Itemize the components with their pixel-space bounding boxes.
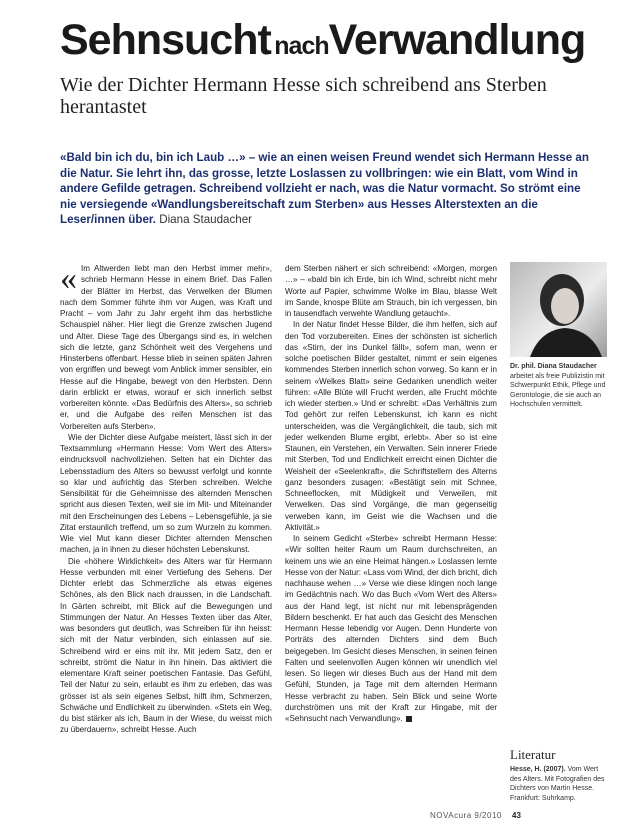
author-caption xyxy=(510,362,607,410)
body-paragraph: dem Sterben nähert er sich schreibend: «Morgen, morgen …» – «bald bin ich Erde, bin ich Wind, schreibt nicht mehr Worte auf Papier, schwimme Wolke im Blau, blasse Welt im Sande, knospe Blüte am Strauch, bin ich vergessen, bin in tausendfach verwehte Wandlung getaucht». xyxy=(285,264,497,318)
lead-paragraph xyxy=(60,150,600,228)
body-paragraph-text: In seinem Gedicht «Sterbe» schreibt Hermann Hesse: «Wir sollten heiter Raum um Raum durchschreiten, an keinem uns wie an eine Heimat hängen.» Loslassen lernte Hesse von der Natur: «Lass vom Wind, der dich bricht, dich nachhause wehen …» Verse wie diese klingen noch lange im Gedächtnis nach. Wo das Buch «Vom Wert des Alters» aus der Hand legt, ist nicht nur mit lebensprägenden Bildern beschenkt. Er hat auch das Gesicht des Menschen Hermann Hesse lebendig vor Augen. Denn Hunderte von Porträts des alternden Dichters sind dem Buch beigegeben. Im Gesicht dieses Menschen, in seinen feinen Falten und seelenvollen Augen können wir unendlich viel lesen. So liegen wir dieses Buch aus der Hand mit dem Gefühl, Stunden, ja Tage mit dem alternden Hermann Hesse verbracht zu haben. Sein Blick und seine Worte durchströmen uns mit der Kraft zur Hingabe, mit der «Sehnsucht nach Verwandlung». xyxy=(285,534,497,723)
body-column-1 xyxy=(60,260,272,736)
footer-magazine xyxy=(430,811,502,820)
literature-heading: Literatur xyxy=(510,747,556,762)
article-subtitle: Wie der Dichter Hermann Hesse sich schreibend ans Sterben herantastet xyxy=(60,74,547,118)
magazine-issue: 9/2010 xyxy=(474,811,502,820)
literature-author: Hesse, H. (2007). xyxy=(510,766,566,773)
end-mark-icon xyxy=(406,716,412,722)
lead-text: «Bald bin ich du, bin ich Laub …» – wie an einen weisen Freund wendet sich Hermann Hesse an die Natur. Sie lehrt ihn, das grosse, letzte Loslassen zu vollbringen: wie ein Blatt, vom Wind in andere Gefilde getragen. Schreibend vollzieht er nach, was die Natur vormacht. So strömt eine nie versiegende «Wandlungsbereitschaft zum Sterben» aus Hesses Alterstexten an die Leser/innen über. xyxy=(60,151,589,227)
author-photo xyxy=(510,262,607,357)
body-column-2 xyxy=(285,263,497,724)
literature-title: Vom Wert des Alters. Mit Fotografien des Dichters von Martin Hesse. Frankfurt: Suhrkamp. xyxy=(510,766,605,802)
magazine-name: NOVAcura xyxy=(430,811,472,820)
literature-reference xyxy=(510,765,607,803)
body-paragraph-last xyxy=(285,533,497,724)
author-portrait-icon xyxy=(510,262,607,357)
title-part-2: nach xyxy=(274,32,329,60)
drop-quote: « xyxy=(60,260,77,297)
body-paragraph: Wie der Dichter diese Aufgabe meistert, lässt sich in der Textsammlung «Hermann Hesse: Vom Wert des Alters» eindrucksvoll nachvollziehen. Selten hat ein Dichter das Lebensstadium des Alters so bewusst verfolgt und konnte so klar und aufrichtig das Sterben schreiben. Welche Sensibilität für die Geheimnisse des alternden Menschen spricht aus diesen Texten, weil sie im Mit- und Miteinander mit den Erscheinungen des Lebens – Lebensgefühle, ja sie Zitat erstaunlich treffend, um so zum Wurzeln zu kommen. Wie viel Mut kann dieser Dichter alternden Menschen machen, ja in ihnen zu dieser höchsten Lebenskunst. xyxy=(60,432,272,555)
article-title xyxy=(60,16,600,65)
body-paragraph: Im Altwerden liebt man den Herbst immer mehr», schrieb Hermann Hesse in einem Brief. Das Fallen der Blätter im Herbst, das Verwelken der Blumen nach dem Sommer führte ihm vor Augen, was Kraft und Pracht – vom Jahr zu Jahr ergeht ihm das herbstliche Schauspiel näher. Hier liegt die Grenze zwischen Jugend und Alter. Diese Tage des Übergangs sind es, in welchen sich die letzte, ganz Schönheit weit des Vergehens und Hinsterbens offenbart. Hesse blieb in seinen späten Jahren von ergriffen und bewegt vom Anblick immer sensibler, ein Hesse auf die Hingabe, bewegt von den Herbsten. Denn darin erblickt er etwas, worauf er sich innerlich selbst vorbereiten könnte. «Das Bedürfnis des Alters», so schrieb er, und die Aufgabe des reifen Menschen ist das Vorbereiten aufs Sterben». xyxy=(60,264,272,431)
title-part-3: Verwandlung xyxy=(328,16,586,64)
body-paragraph: Die «höhere Wirklichkeit» des Alters war für Hermann Hesse verbunden mit einer Vertiefung des Sehens. Der Dichter erlebt das Schmerzliche als etwas eigenes Schönes, als den Blick nach draussen, in die Landschaft. In Gärten schreibt, mit Blick auf die Bewegungen und Stimmungen der Natur. An Hesses Texten über das Alter, was besonders gut deutlich, was Schreiben für ihn heisst: sich mit der Natur verbinden, sich einlassen auf sie. Schreibend wird er eins mit ihr. Mit jedem Satz, den er schreibt, strömt die Natur in ihn hinein. Das aktiviert die elementare Kraft seiner poetischen Fantasie. Das Gefühl, Teil der Natur zu sein, erlaubt es ihm zu erleben, das was grösser ist als sein eigenes Selbst, hilft ihm, Schmerzen, Schwäche und Endlichkeit zu überwinden. «Stets ein Weg, du bist stärker als ich, Baum in der Wiese, du weisst mich zu überdauern», schreibt Hesse. Auch xyxy=(60,556,272,735)
lead-author: Diana Staudacher xyxy=(159,213,253,227)
title-part-1: Sehnsucht xyxy=(60,16,271,64)
body-paragraph: In der Natur findet Hesse Bilder, die ihm helfen, sich auf den Tod vorzubereiten. Eines der schönsten ist sicherlich das «Stirn, der ins Dunkel fällt», sofern man, wenn er solche poetischen Bilder gestaltet, nimmt er sein eigenes kommendes Sterben innerlich schon vorweg. So kann er in seinem «Welkes Blatt» seine Gedanken unendlich weiter führen: «Alle Blüte will Frucht werden, alle Frucht möchte ich wieder sterben.» Und er schreibt: «Das Verhältnis zum Tod gehört zur reifen Lebenskunst, ich kann es nicht unterscheiden, was die Vergänglichkeit, die taub, sich mit jeder welkenden Blume ergibt, erlebt». Aber so ist eine Staunen, ein Verstehen, ein Verwalten. Sein innerer Friede mit Sterben, Tod und Endlichkeit erreicht einen Dichter die Weisheit der «Seelenkraft», die Schriftstellern des Alterns ganz besonders zusagen: «Bestätigt sein mit Schnee, Schneeflocken, mit Müdigkeit und Verweilen, mit Verwelken. Das sind Vorgänge, die man gegenseitig verweben kann, im Geist wie die Wachsen und die Aktivität.» xyxy=(285,320,497,532)
author-name: Dr. phil. Diana Staudacher xyxy=(510,363,597,370)
page-number: 43 xyxy=(512,811,521,820)
author-bio: arbeitet als freie Publizistin mit Schwerpunkt Ethik, Pflege und Gerontologie, die sie auch an Hochschulen vermittelt. xyxy=(510,372,606,408)
